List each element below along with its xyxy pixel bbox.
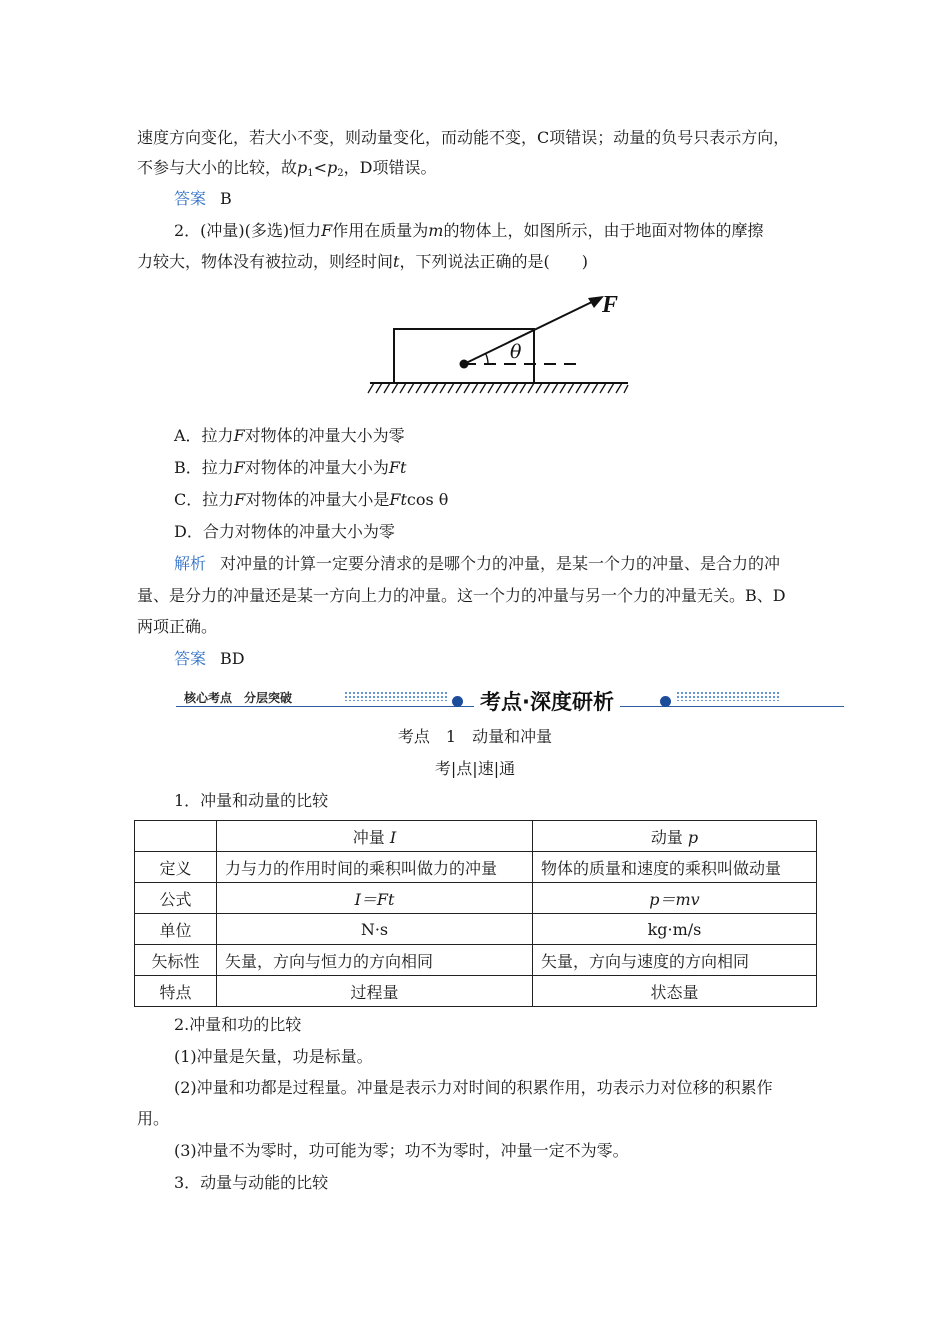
table-row [135,976,817,1007]
answer-label: 答案 [174,649,207,668]
item-1-title: 1．冲量和动量的比较 [174,791,329,810]
answer-value: B [220,189,232,208]
table-cell: 物体的质量和速度的乘积叫做动量 [533,852,817,883]
option-a-text: A．拉力 [174,426,234,445]
table-cell: 矢量，方向与速度的方向相同 [533,945,817,976]
cos-theta: cos θ [406,490,449,509]
table-row [135,914,817,945]
item-2-point-2: (2)冲量和功都是过程量。冲量是表示力对时间的积累作用，功表示力对位移的积累作 [174,1078,773,1097]
table-cell: p＝mv [533,883,817,914]
option-c-text-b: 对物体的冲量大小是 [245,490,390,509]
section-title: 考点 1 动量和冲量 [397,727,553,746]
less-than: < [313,158,328,177]
banner-left-label: 核心考点 分层突破 [184,689,298,706]
var-F: F [234,490,246,509]
table-header-cell [217,821,533,852]
var-Ft: Ft [389,490,407,509]
header-momentum: 动量 [650,827,683,847]
comparison-table [134,820,817,1007]
force-label: F [602,292,619,318]
option-d[interactable] [174,522,395,542]
angle-arc [486,354,488,365]
answer-label: 答案 [174,189,207,208]
item-2-point-1: (1)冲量是矢量，功是标量。 [174,1047,373,1066]
table-cell: kg·m/s [533,914,817,945]
var-F: F [233,426,245,445]
option-d-text: D．合力对物体的冲量大小为零 [174,522,395,541]
table-cell: 力与力的作用时间的乘积叫做力的冲量 [217,852,533,883]
table-cell: 单位 [135,914,217,945]
dots-pattern-left [344,691,448,701]
question-2-line-2 [137,252,588,272]
table-row [135,883,817,914]
banner-title: 考点·深度研析 [474,686,620,716]
table-header-cell [135,821,217,852]
table-cell: N·s [217,914,533,945]
var-p1: p [297,158,308,177]
analysis-line-3: 两项正确。 [137,617,218,636]
table-cell: 矢标性 [135,945,217,976]
q2-text-c: 的物体上，如图所示，由于地面对物体的摩擦 [443,221,764,240]
item-2-point-2-cont: 用。 [137,1109,170,1128]
var-F: F [321,221,333,240]
answer-value: BD [220,649,245,668]
var-F: F [233,458,245,477]
q2-text-e: ，下列说法正确的是( ) [399,252,588,271]
answer-2 [174,649,245,669]
angle-label: θ [510,341,522,363]
intro-line-1: 速度方向变化，若大小不变，则动量变化，而动能不变，C项错误；动量的负号只表示方向， [137,128,790,147]
table-cell: I＝Ft [217,883,533,914]
var-m: m [428,221,444,240]
table-row [135,945,817,976]
table-cell: 定义 [135,852,217,883]
option-c[interactable] [174,490,448,510]
option-b-text: B．拉力 [174,458,234,477]
table-cell: 过程量 [217,976,533,1007]
intro-text-b: ，D项错误。 [343,158,437,177]
question-2-line-1 [174,221,763,241]
table-header-row [135,821,817,852]
intro-line-2 [137,158,437,178]
item-3-title: 3．动量与动能的比较 [174,1173,329,1192]
sub-1: 1 [307,168,314,179]
table-cell: 矢量，方向与恒力的方向相同 [217,945,533,976]
section-subtitle: 考|点|速|通 [434,759,516,778]
force-diagram [360,288,640,410]
sub-2: 2 [337,168,344,179]
option-a-text-b: 对物体的冲量大小为零 [244,426,405,445]
item-2-point-3: (3)冲量不为零时，功可能为零；功不为零时，冲量一定不为零。 [174,1141,629,1160]
option-b-text-b: 对物体的冲量大小为 [244,458,389,477]
analysis-line-1 [174,554,780,574]
analysis-text-1: 对冲量的计算一定要分清求的是哪个力的冲量，是某一个力的冲量、是合力的冲 [220,554,781,573]
ground-hatch [368,383,628,393]
section-banner [176,688,844,716]
header-impulse: 冲量 [352,827,385,847]
force-arrow-line [464,300,596,364]
var-p: p [687,827,699,847]
dots-pattern-right [676,691,780,701]
bullet-right-icon [660,696,671,707]
var-Ft: Ft [388,458,407,477]
var-t: t [393,252,400,271]
analysis-line-2: 量、是分力的冲量还是某一方向上力的冲量。这一个力的冲量与另一个力的冲量无关。B、D [137,586,786,605]
analysis-label: 解析 [174,554,207,573]
q2-text-d: 力较大，物体没有被拉动，则经时间 [137,252,394,271]
var-p2: p [327,158,338,177]
var-I: I [389,827,397,847]
table-row [135,852,817,883]
table-cell: 特点 [135,976,217,1007]
bullet-left-icon [452,696,463,707]
table-cell: 状态量 [533,976,817,1007]
q2-text-b: 作用在质量为 [332,221,429,240]
q2-text-a: 2．(冲量)(多选)恒力 [174,221,322,240]
answer-1 [174,189,232,209]
option-a[interactable] [174,426,405,446]
option-b[interactable] [174,458,406,478]
intro-text-a: 不参与大小的比较，故 [137,158,298,177]
table-cell: 公式 [135,883,217,914]
option-c-text: C．拉力 [174,490,235,509]
item-2-title: 2.冲量和功的比较 [174,1015,302,1034]
table-header-cell [533,821,817,852]
